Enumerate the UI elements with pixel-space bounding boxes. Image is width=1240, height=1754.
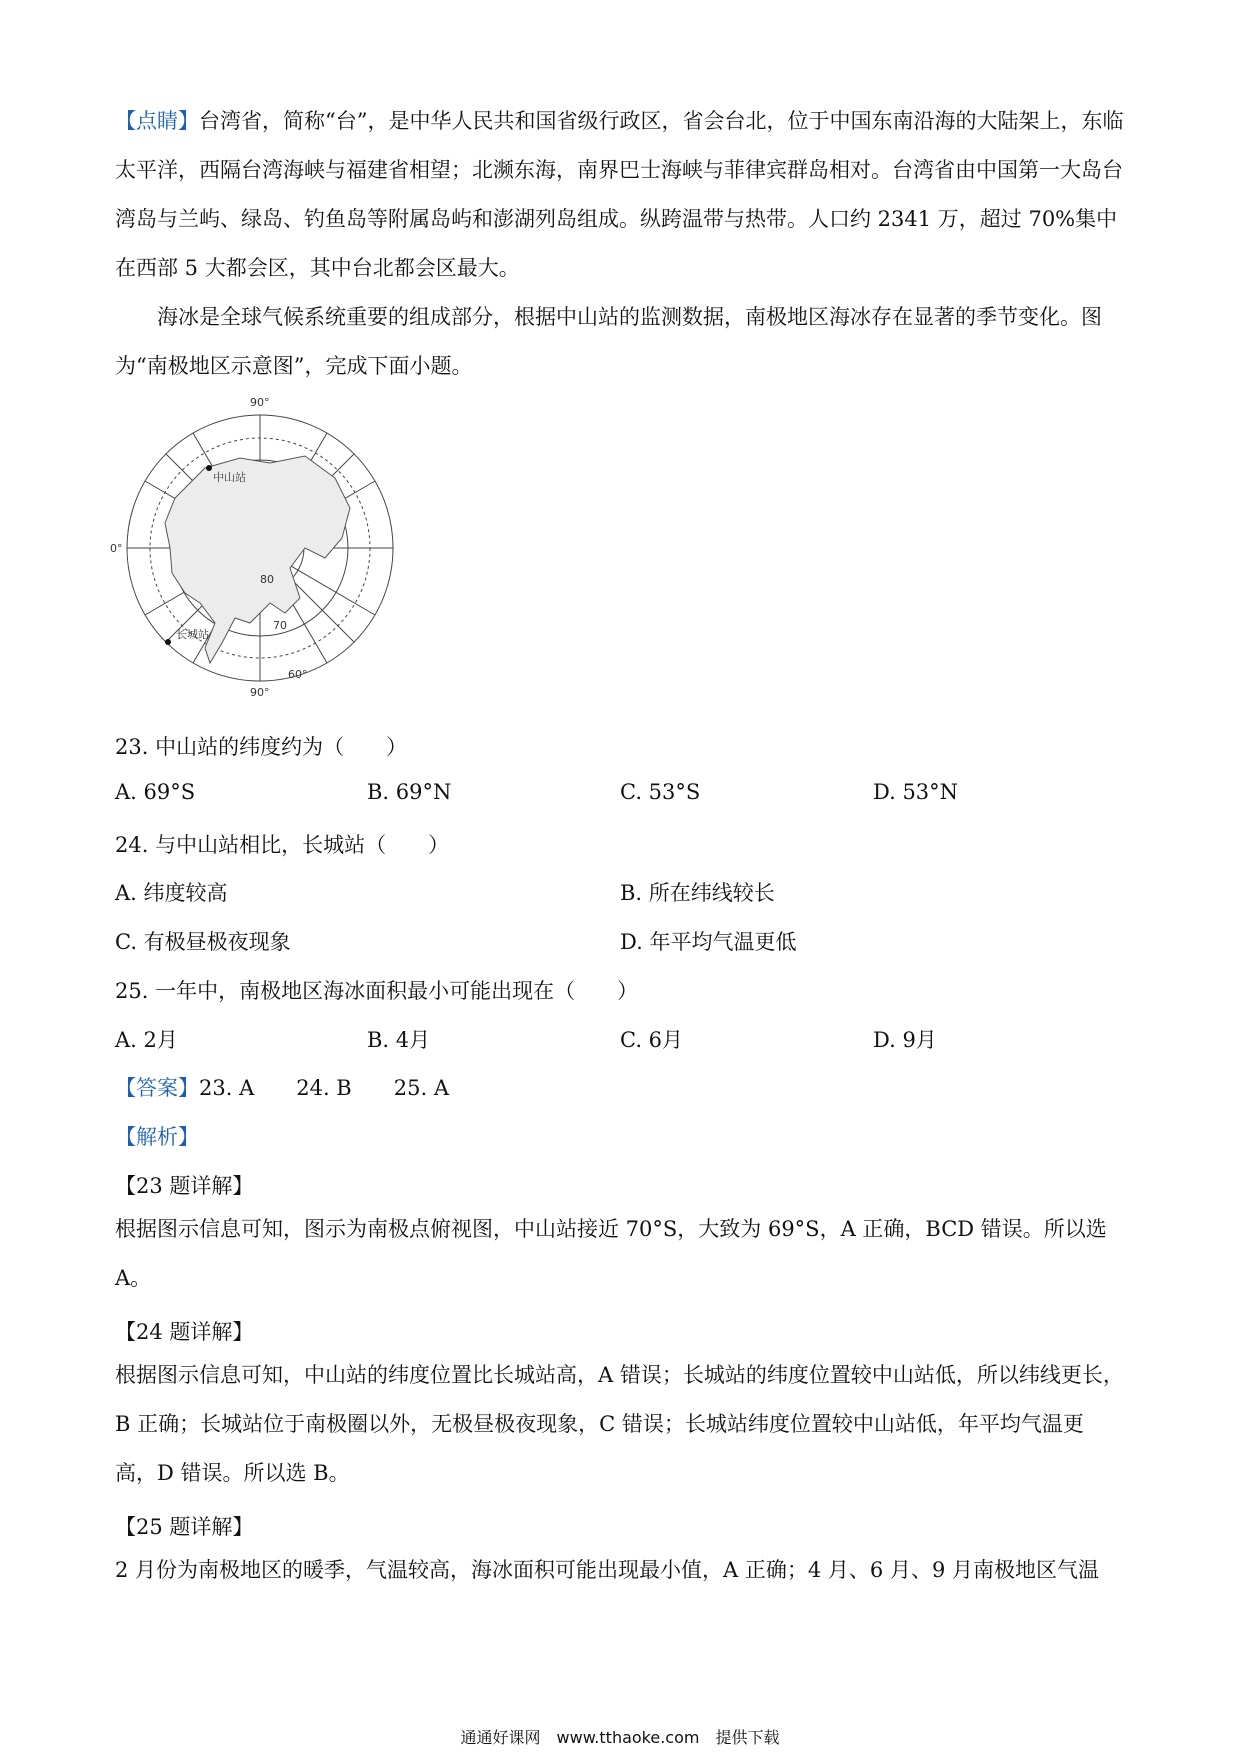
dianjing-tag: 【点睛】 bbox=[115, 109, 199, 133]
detail-24-title: 【24 题详解】 bbox=[115, 1320, 254, 1344]
answer-tag: 【答案】 bbox=[115, 1076, 199, 1100]
q25-option-b: B. 4月 bbox=[367, 1028, 431, 1052]
q25-option-c: C. 6月 bbox=[620, 1028, 684, 1052]
q23-option-a: A. 69°S bbox=[115, 780, 196, 804]
detail-24-text: 根据图示信息可知，中山站的纬度位置比长城站高，A 错误；长城站的纬度位置较中山站低，所以纬线更长，B 正确；长城站位于南极圈以外，无极昼极夜现象，C 错误；长城站纬度位置较中山站低，年平均气温更高，D 错误。所以选 B。 bbox=[115, 1363, 1124, 1485]
q24-option-d: D. 年平均气温更低 bbox=[620, 930, 797, 954]
intro-paragraph: 海冰是全球气候系统重要的组成部分，根据中山站的监测数据，南极地区海冰存在显著的季节变化。图为“南极地区示意图”，完成下面小题。 bbox=[115, 305, 1102, 378]
map-label-80: 80 bbox=[260, 573, 274, 586]
answer-text: 23. A 24. B 25. A bbox=[199, 1076, 449, 1100]
q25-option-d: D. 9月 bbox=[873, 1028, 937, 1052]
detail-25-text: 2 月份为南极地区的暖季，气温较高，海冰面积可能出现最小值，A 正确；4 月、6 月、9 月南极地区气温 bbox=[115, 1558, 1099, 1582]
detail-25-title: 【25 题详解】 bbox=[115, 1515, 254, 1539]
answer-line bbox=[115, 1072, 449, 1102]
q23-option-b: B. 69°N bbox=[367, 780, 452, 804]
q25-option-a: A. 2月 bbox=[115, 1028, 178, 1052]
page-footer: 通通好课网 www.tthaoke.com 提供下载 bbox=[460, 1728, 780, 1747]
analysis-tag: 【解析】 bbox=[115, 1125, 199, 1149]
changcheng-station-marker bbox=[165, 639, 171, 645]
map-label-70: 70 bbox=[273, 619, 287, 632]
question-23-stem: 23. 中山站的纬度约为（ ） bbox=[115, 735, 408, 759]
zhongshan-station-label: 中山站 bbox=[213, 471, 246, 484]
detail-23-title: 【23 题详解】 bbox=[115, 1174, 254, 1198]
dianjing-paragraph bbox=[115, 97, 1125, 293]
antarctic-map bbox=[110, 398, 410, 698]
map-label-bottom: 90° bbox=[250, 686, 270, 698]
q24-option-c: C. 有极昼极夜现象 bbox=[115, 930, 291, 954]
map-label-top: 90° bbox=[250, 398, 270, 409]
q24-option-a: A. 纬度较高 bbox=[115, 881, 228, 905]
dianjing-text: 台湾省，简称“台”，是中华人民共和国省级行政区，省会台北，位于中国东南沿海的大陆架上，东临太平洋，西隔台湾海峡与福建省相望；北濒东海，南界巴士海峡与菲律宾群岛相对。台湾省由中国第一大岛台湾岛与兰屿、绿岛、钓鱼岛等附属岛屿和澎湖列岛组成。纵跨温带与热带。人口约 2341 万，超过 70%集中在西部 5 大都会区，其中台北都会区最大。 bbox=[115, 109, 1124, 280]
map-label-60: 60° bbox=[288, 668, 308, 681]
question-24-stem: 24. 与中山站相比，长城站（ ） bbox=[115, 833, 450, 857]
q23-option-c: C. 53°S bbox=[620, 780, 701, 804]
map-label-left: 0° bbox=[110, 542, 123, 555]
q23-option-d: D. 53°N bbox=[873, 780, 959, 804]
q24-option-b: B. 所在纬线较长 bbox=[620, 881, 775, 905]
question-25-stem: 25. 一年中，南极地区海冰面积最小可能出现在（ ） bbox=[115, 979, 639, 1003]
detail-23-text: 根据图示信息可知，图示为南极点俯视图，中山站接近 70°S，大致为 69°S，A 正确，BCD 错误。所以选 A。 bbox=[115, 1217, 1107, 1290]
changcheng-station-label: 长城站 bbox=[176, 628, 209, 641]
zhongshan-station-marker bbox=[206, 465, 212, 471]
